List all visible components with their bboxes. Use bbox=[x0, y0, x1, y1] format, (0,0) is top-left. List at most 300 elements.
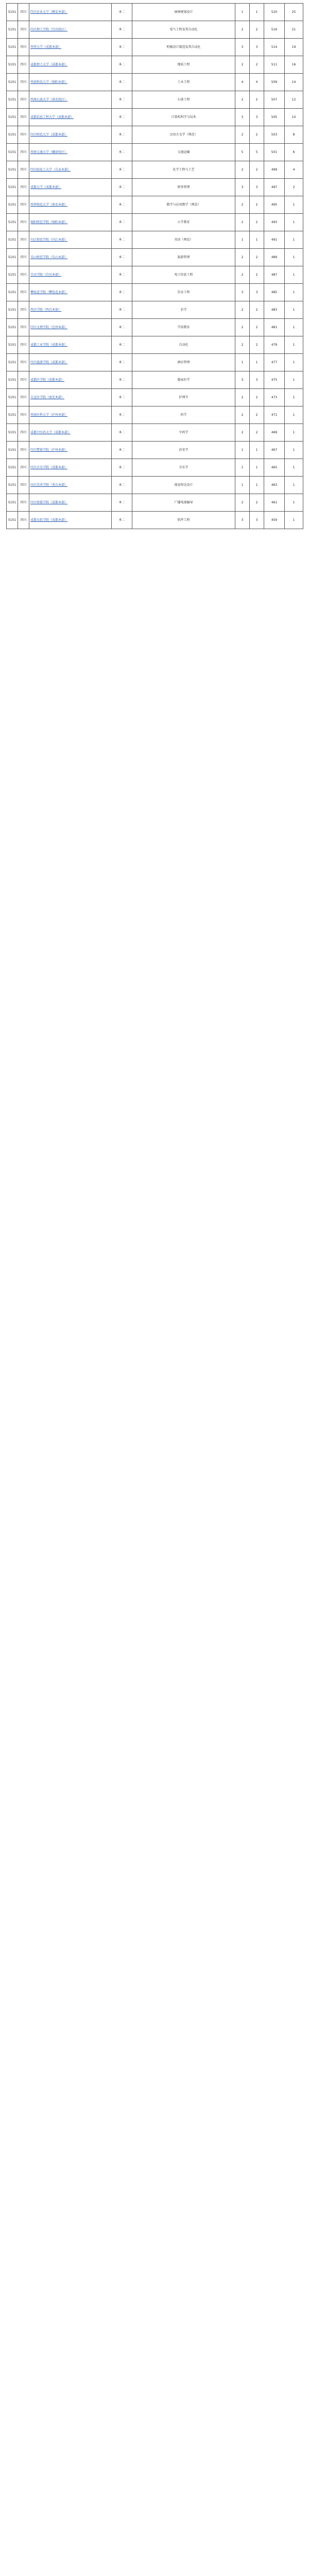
score-cell: 479 bbox=[264, 336, 285, 354]
admit-cell: 3 bbox=[250, 39, 264, 56]
code-cell: 5101 bbox=[7, 389, 18, 406]
score-cell: 495 bbox=[264, 196, 285, 214]
school-link[interactable]: 西华大学（成都本部） bbox=[30, 45, 62, 49]
rank-cell: 4 bbox=[285, 161, 303, 179]
code-cell: 5101 bbox=[7, 21, 18, 39]
plan-cell: 5 bbox=[235, 144, 250, 161]
admit-cell: 3 bbox=[250, 109, 264, 126]
rank-cell: 1 bbox=[285, 231, 303, 249]
table-row bbox=[7, 179, 303, 196]
batch-cell: 本二 bbox=[112, 284, 132, 301]
table-row bbox=[7, 161, 303, 179]
school-cell bbox=[29, 284, 112, 301]
major-cell: 旅游管理 bbox=[132, 249, 235, 266]
province-cell: 四川 bbox=[18, 266, 29, 284]
school-link[interactable]: 四川农业大学（雅安本部） bbox=[30, 10, 68, 14]
plan-cell: 2 bbox=[235, 406, 250, 424]
admit-cell: 3 bbox=[250, 512, 264, 529]
code-cell: 5101 bbox=[7, 459, 18, 477]
admit-cell: 2 bbox=[250, 196, 264, 214]
rank-cell: 1 bbox=[285, 477, 303, 494]
code-cell: 5101 bbox=[7, 354, 18, 371]
province-cell: 四川 bbox=[18, 4, 29, 21]
rank-cell: 1 bbox=[285, 389, 303, 406]
score-cell: 491 bbox=[264, 231, 285, 249]
plan-cell: 2 bbox=[235, 196, 250, 214]
score-cell: 485 bbox=[264, 284, 285, 301]
plan-cell: 1 bbox=[235, 442, 250, 459]
school-link[interactable]: 川北医学院（南充本部） bbox=[30, 396, 65, 399]
admit-cell: 3 bbox=[250, 371, 264, 389]
admit-cell: 1 bbox=[250, 477, 264, 494]
admit-cell: 2 bbox=[250, 406, 264, 424]
province-cell: 四川 bbox=[18, 196, 29, 214]
province-cell: 四川 bbox=[18, 249, 29, 266]
plan-cell: 2 bbox=[235, 249, 250, 266]
school-cell bbox=[29, 109, 112, 126]
batch-cell: 本二 bbox=[112, 336, 132, 354]
major-cell: 学前教育 bbox=[132, 319, 235, 336]
admit-cell: 2 bbox=[250, 494, 264, 512]
table-row bbox=[7, 389, 303, 406]
school-link[interactable]: 四川传媒学院（成都本部） bbox=[30, 501, 68, 504]
school-cell bbox=[29, 179, 112, 196]
province-cell: 四川 bbox=[18, 477, 29, 494]
province-cell: 四川 bbox=[18, 109, 29, 126]
admit-cell: 2 bbox=[250, 336, 264, 354]
batch-cell: 本二 bbox=[112, 179, 132, 196]
score-cell: 489 bbox=[264, 249, 285, 266]
admit-cell: 1 bbox=[250, 231, 264, 249]
rank-cell: 1 bbox=[285, 301, 303, 319]
major-cell: 园林规划设计 bbox=[132, 4, 235, 21]
province-cell: 四川 bbox=[18, 336, 29, 354]
major-cell: 农学 bbox=[132, 301, 235, 319]
rank-cell: 25 bbox=[285, 4, 303, 21]
code-cell: 5101 bbox=[7, 494, 18, 512]
major-cell: 电气工程及其自动化 bbox=[132, 21, 235, 39]
province-cell: 四川 bbox=[18, 179, 29, 196]
province-cell: 四川 bbox=[18, 126, 29, 144]
batch-cell: 本二 bbox=[112, 56, 132, 74]
plan-cell: 1 bbox=[235, 459, 250, 477]
plan-cell: 2 bbox=[235, 56, 250, 74]
table-row bbox=[7, 249, 303, 266]
rank-cell: 1 bbox=[285, 512, 303, 529]
table-row bbox=[7, 231, 303, 249]
school-cell bbox=[29, 144, 112, 161]
plan-cell: 3 bbox=[235, 371, 250, 389]
school-link[interactable]: 内江师范学院（内江本部） bbox=[30, 238, 68, 242]
school-link[interactable]: 四川轻化工大学（自贡本部） bbox=[30, 168, 71, 172]
major-cell: 数学与应用数学（师范） bbox=[132, 196, 235, 214]
score-cell: 461 bbox=[264, 494, 285, 512]
school-cell bbox=[29, 196, 112, 214]
province-cell: 四川 bbox=[18, 512, 29, 529]
table-row bbox=[7, 442, 303, 459]
school-link[interactable]: 西南石油大学（南充校区） bbox=[30, 98, 68, 101]
score-cell: 473 bbox=[264, 389, 285, 406]
code-cell: 5101 bbox=[7, 301, 18, 319]
major-cell: 临床医学 bbox=[132, 371, 235, 389]
table-row bbox=[7, 144, 303, 161]
major-cell: 计算机科学与技术 bbox=[132, 109, 235, 126]
code-cell: 5101 bbox=[7, 56, 18, 74]
school-cell bbox=[29, 459, 112, 477]
school-link[interactable]: 乐山师范学院（乐山本部） bbox=[30, 256, 68, 259]
school-link[interactable]: 四川美术学院（重庆本部） bbox=[30, 483, 68, 487]
province-cell: 四川 bbox=[18, 389, 29, 406]
score-cell: 471 bbox=[264, 406, 285, 424]
school-link[interactable]: 成都信息工程大学（成都本部） bbox=[30, 115, 74, 119]
admission-table bbox=[6, 3, 303, 529]
major-cell: 广播电视编导 bbox=[132, 494, 235, 512]
plan-cell: 4 bbox=[235, 74, 250, 91]
school-link[interactable]: 成都医学院（成都本部） bbox=[30, 378, 65, 382]
admit-cell: 3 bbox=[250, 179, 264, 196]
school-cell bbox=[29, 354, 112, 371]
province-cell: 四川 bbox=[18, 284, 29, 301]
code-cell: 5101 bbox=[7, 284, 18, 301]
rank-cell: 1 bbox=[285, 459, 303, 477]
score-cell: 503 bbox=[264, 126, 285, 144]
plan-cell: 3 bbox=[235, 109, 250, 126]
rank-cell: 16 bbox=[285, 56, 303, 74]
code-cell: 5101 bbox=[7, 512, 18, 529]
admit-cell: 2 bbox=[250, 56, 264, 74]
score-cell: 475 bbox=[264, 371, 285, 389]
rank-cell: 1 bbox=[285, 494, 303, 512]
province-cell: 四川 bbox=[18, 459, 29, 477]
table-body bbox=[7, 4, 303, 529]
school-link[interactable]: 西昌学院（西昌本部） bbox=[30, 308, 62, 312]
rank-cell: 1 bbox=[285, 406, 303, 424]
code-cell: 5101 bbox=[7, 477, 18, 494]
school-link[interactable]: 绵阳师范学院（绵阳本部） bbox=[30, 221, 68, 224]
batch-cell: 本二 bbox=[112, 4, 132, 21]
school-cell bbox=[29, 442, 112, 459]
rank-cell: 10 bbox=[285, 109, 303, 126]
school-link[interactable]: 四川警察学院（泸州本部） bbox=[30, 448, 68, 452]
admit-cell: 2 bbox=[250, 126, 264, 144]
school-cell bbox=[29, 161, 112, 179]
table-row bbox=[7, 406, 303, 424]
table-row bbox=[7, 91, 303, 109]
plan-cell: 3 bbox=[235, 512, 250, 529]
school-link[interactable]: 成都中医药大学（成都本部） bbox=[30, 431, 71, 434]
table-row bbox=[7, 196, 303, 214]
plan-cell: 1 bbox=[235, 477, 250, 494]
school-link[interactable]: 四川文理学院（达州本部） bbox=[30, 326, 68, 329]
score-cell: 463 bbox=[264, 477, 285, 494]
score-cell: 514 bbox=[264, 39, 285, 56]
code-cell: 5101 bbox=[7, 179, 18, 196]
score-cell: 477 bbox=[264, 354, 285, 371]
admit-cell: 2 bbox=[250, 214, 264, 231]
table-row bbox=[7, 284, 303, 301]
table-row bbox=[7, 319, 303, 336]
batch-cell: 本二 bbox=[112, 512, 132, 529]
batch-cell: 本二 bbox=[112, 266, 132, 284]
school-link[interactable]: 西南交通大学（峨眉校区） bbox=[30, 150, 68, 154]
code-cell: 5101 bbox=[7, 126, 18, 144]
batch-cell: 本二 bbox=[112, 214, 132, 231]
code-cell: 5101 bbox=[7, 39, 18, 56]
code-cell: 5101 bbox=[7, 214, 18, 231]
batch-cell: 本二 bbox=[112, 39, 132, 56]
major-cell: 护理学 bbox=[132, 389, 235, 406]
admit-cell: 1 bbox=[250, 4, 264, 21]
batch-cell: 本二 bbox=[112, 144, 132, 161]
score-cell: 509 bbox=[264, 74, 285, 91]
admit-cell: 1 bbox=[250, 354, 264, 371]
table-row bbox=[7, 301, 303, 319]
batch-cell: 本二 bbox=[112, 354, 132, 371]
code-cell: 5101 bbox=[7, 74, 18, 91]
admit-cell: 3 bbox=[250, 284, 264, 301]
code-cell: 5101 bbox=[7, 424, 18, 442]
school-link[interactable]: 攀枝花学院（攀枝花本部） bbox=[30, 291, 68, 294]
plan-cell: 1 bbox=[235, 4, 250, 21]
rank-cell: 19 bbox=[285, 39, 303, 56]
school-link[interactable]: 四川旅游学院（成都本部） bbox=[30, 361, 68, 364]
table-row bbox=[7, 424, 303, 442]
batch-cell: 本二 bbox=[112, 91, 132, 109]
school-link[interactable]: 四川师范大学（成都本部） bbox=[30, 133, 68, 137]
plan-cell: 2 bbox=[235, 214, 250, 231]
school-cell bbox=[29, 494, 112, 512]
table-row bbox=[7, 4, 303, 21]
major-cell: 药学 bbox=[132, 406, 235, 424]
score-cell: 520 bbox=[264, 4, 285, 21]
major-cell: 财务管理 bbox=[132, 179, 235, 196]
province-cell: 四川 bbox=[18, 214, 29, 231]
plan-cell: 2 bbox=[235, 266, 250, 284]
rank-cell: 6 bbox=[285, 144, 303, 161]
score-cell: 493 bbox=[264, 214, 285, 231]
score-cell: 497 bbox=[264, 179, 285, 196]
school-link[interactable]: 西南医科大学（泸州本部） bbox=[30, 413, 68, 417]
admit-cell: 2 bbox=[250, 249, 264, 266]
province-cell: 四川 bbox=[18, 74, 29, 91]
rank-cell: 1 bbox=[285, 284, 303, 301]
admit-cell: 2 bbox=[250, 424, 264, 442]
rank-cell: 1 bbox=[285, 442, 303, 459]
score-cell: 469 bbox=[264, 424, 285, 442]
rank-cell: 14 bbox=[285, 74, 303, 91]
batch-cell: 本二 bbox=[112, 109, 132, 126]
rank-cell: 1 bbox=[285, 354, 303, 371]
batch-cell: 本二 bbox=[112, 126, 132, 144]
score-cell: 465 bbox=[264, 459, 285, 477]
school-link[interactable]: 宜宾学院（宜宾本部） bbox=[30, 273, 62, 277]
admit-cell: 5 bbox=[250, 144, 264, 161]
major-cell: 化学工程与工艺 bbox=[132, 161, 235, 179]
school-cell bbox=[29, 21, 112, 39]
score-cell: 505 bbox=[264, 109, 285, 126]
school-link[interactable]: 四川音乐学院（成都本部） bbox=[30, 466, 68, 469]
code-cell: 5101 bbox=[7, 91, 18, 109]
admit-cell: 2 bbox=[250, 91, 264, 109]
admit-cell: 4 bbox=[250, 74, 264, 91]
major-cell: 电子信息工程 bbox=[132, 266, 235, 284]
province-cell: 四川 bbox=[18, 91, 29, 109]
school-cell bbox=[29, 371, 112, 389]
rank-cell: 1 bbox=[285, 371, 303, 389]
table-row bbox=[7, 214, 303, 231]
rank-cell: 1 bbox=[285, 196, 303, 214]
code-cell: 5101 bbox=[7, 266, 18, 284]
batch-cell: 本二 bbox=[112, 424, 132, 442]
major-cell: 小学教育 bbox=[132, 214, 235, 231]
batch-cell: 本二 bbox=[112, 196, 132, 214]
plan-cell: 3 bbox=[235, 179, 250, 196]
school-cell bbox=[29, 74, 112, 91]
admit-cell: 1 bbox=[250, 442, 264, 459]
plan-cell: 2 bbox=[235, 494, 250, 512]
batch-cell: 本二 bbox=[112, 231, 132, 249]
table-row bbox=[7, 336, 303, 354]
school-cell bbox=[29, 477, 112, 494]
major-cell: 机械设计制造及其自动化 bbox=[132, 39, 235, 56]
batch-cell: 本二 bbox=[112, 371, 132, 389]
school-cell bbox=[29, 266, 112, 284]
plan-cell: 1 bbox=[235, 354, 250, 371]
school-cell bbox=[29, 249, 112, 266]
major-cell: 冶金工程 bbox=[132, 284, 235, 301]
admit-cell: 2 bbox=[250, 301, 264, 319]
score-cell: 487 bbox=[264, 266, 285, 284]
school-cell bbox=[29, 319, 112, 336]
admit-cell: 2 bbox=[250, 319, 264, 336]
score-cell: 499 bbox=[264, 161, 285, 179]
plan-cell: 2 bbox=[235, 319, 250, 336]
major-cell: 汉语言文学（师范） bbox=[132, 126, 235, 144]
major-cell: 软件工程 bbox=[132, 512, 235, 529]
plan-cell: 2 bbox=[235, 301, 250, 319]
major-cell: 石油工程 bbox=[132, 91, 235, 109]
plan-cell: 2 bbox=[235, 21, 250, 39]
score-cell: 507 bbox=[264, 91, 285, 109]
province-cell: 四川 bbox=[18, 144, 29, 161]
school-link[interactable]: 成都大学（成都本部） bbox=[30, 185, 62, 189]
major-cell: 土木工程 bbox=[132, 74, 235, 91]
school-link[interactable]: 西南科技大学（绵阳本部） bbox=[30, 80, 68, 84]
rank-cell: 21 bbox=[285, 21, 303, 39]
rank-cell: 1 bbox=[285, 249, 303, 266]
province-cell: 四川 bbox=[18, 406, 29, 424]
school-cell bbox=[29, 91, 112, 109]
table-row bbox=[7, 109, 303, 126]
batch-cell: 本二 bbox=[112, 406, 132, 424]
batch-cell: 本二 bbox=[112, 301, 132, 319]
plan-cell: 2 bbox=[235, 336, 250, 354]
table-row bbox=[7, 266, 303, 284]
admit-cell: 2 bbox=[250, 266, 264, 284]
code-cell: 5101 bbox=[7, 4, 18, 21]
province-cell: 四川 bbox=[18, 424, 29, 442]
score-cell: 481 bbox=[264, 319, 285, 336]
province-cell: 四川 bbox=[18, 494, 29, 512]
rank-cell: 1 bbox=[285, 424, 303, 442]
code-cell: 5101 bbox=[7, 231, 18, 249]
plan-cell: 3 bbox=[235, 284, 250, 301]
code-cell: 5101 bbox=[7, 109, 18, 126]
code-cell: 5101 bbox=[7, 406, 18, 424]
rank-cell: 1 bbox=[285, 319, 303, 336]
rank-cell: 1 bbox=[285, 214, 303, 231]
school-link[interactable]: 成都东软学院（成都本部） bbox=[30, 518, 68, 522]
admit-cell: 2 bbox=[250, 161, 264, 179]
major-cell: 英语（师范） bbox=[132, 231, 235, 249]
plan-cell: 2 bbox=[235, 91, 250, 109]
batch-cell: 本二 bbox=[112, 459, 132, 477]
school-cell bbox=[29, 126, 112, 144]
code-cell: 5101 bbox=[7, 161, 18, 179]
table-row bbox=[7, 126, 303, 144]
major-cell: 音乐学 bbox=[132, 459, 235, 477]
table-row bbox=[7, 459, 303, 477]
batch-cell: 本二 bbox=[112, 477, 132, 494]
province-cell: 四川 bbox=[18, 354, 29, 371]
province-cell: 四川 bbox=[18, 161, 29, 179]
school-cell bbox=[29, 4, 112, 21]
rank-cell: 8 bbox=[285, 126, 303, 144]
plan-cell: 2 bbox=[235, 126, 250, 144]
code-cell: 5101 bbox=[7, 371, 18, 389]
major-cell: 自动化 bbox=[132, 336, 235, 354]
table-row bbox=[7, 74, 303, 91]
province-cell: 四川 bbox=[18, 442, 29, 459]
batch-cell: 本二 bbox=[112, 389, 132, 406]
table-row bbox=[7, 56, 303, 74]
major-cell: 中药学 bbox=[132, 424, 235, 442]
province-cell: 四川 bbox=[18, 39, 29, 56]
major-cell: 治安学 bbox=[132, 442, 235, 459]
major-cell: 酒店管理 bbox=[132, 354, 235, 371]
admit-cell: 1 bbox=[250, 459, 264, 477]
school-link[interactable]: 成都工业学院（成都本部） bbox=[30, 343, 68, 347]
score-cell: 459 bbox=[264, 512, 285, 529]
school-link[interactable]: 西华师范大学（南充本部） bbox=[30, 203, 68, 207]
table-row bbox=[7, 354, 303, 371]
code-cell: 5101 bbox=[7, 249, 18, 266]
batch-cell: 本二 bbox=[112, 494, 132, 512]
province-cell: 四川 bbox=[18, 319, 29, 336]
code-cell: 5101 bbox=[7, 196, 18, 214]
province-cell: 四川 bbox=[18, 21, 29, 39]
plan-cell: 3 bbox=[235, 39, 250, 56]
major-cell: 地质工程 bbox=[132, 56, 235, 74]
batch-cell: 本二 bbox=[112, 161, 132, 179]
plan-cell: 2 bbox=[235, 424, 250, 442]
school-cell bbox=[29, 406, 112, 424]
school-link[interactable]: 四川理工学院（宜宾校区） bbox=[30, 28, 68, 31]
rank-cell: 1 bbox=[285, 336, 303, 354]
major-cell: 交通运输 bbox=[132, 144, 235, 161]
plan-cell: 2 bbox=[235, 389, 250, 406]
rank-cell: 2 bbox=[285, 179, 303, 196]
score-cell: 467 bbox=[264, 442, 285, 459]
score-cell: 516 bbox=[264, 21, 285, 39]
batch-cell: 本二 bbox=[112, 249, 132, 266]
plan-cell: 1 bbox=[235, 231, 250, 249]
table-row bbox=[7, 512, 303, 529]
school-link[interactable]: 成都理工大学（成都本部） bbox=[30, 63, 68, 66]
score-cell: 501 bbox=[264, 144, 285, 161]
code-cell: 5101 bbox=[7, 442, 18, 459]
school-cell bbox=[29, 336, 112, 354]
